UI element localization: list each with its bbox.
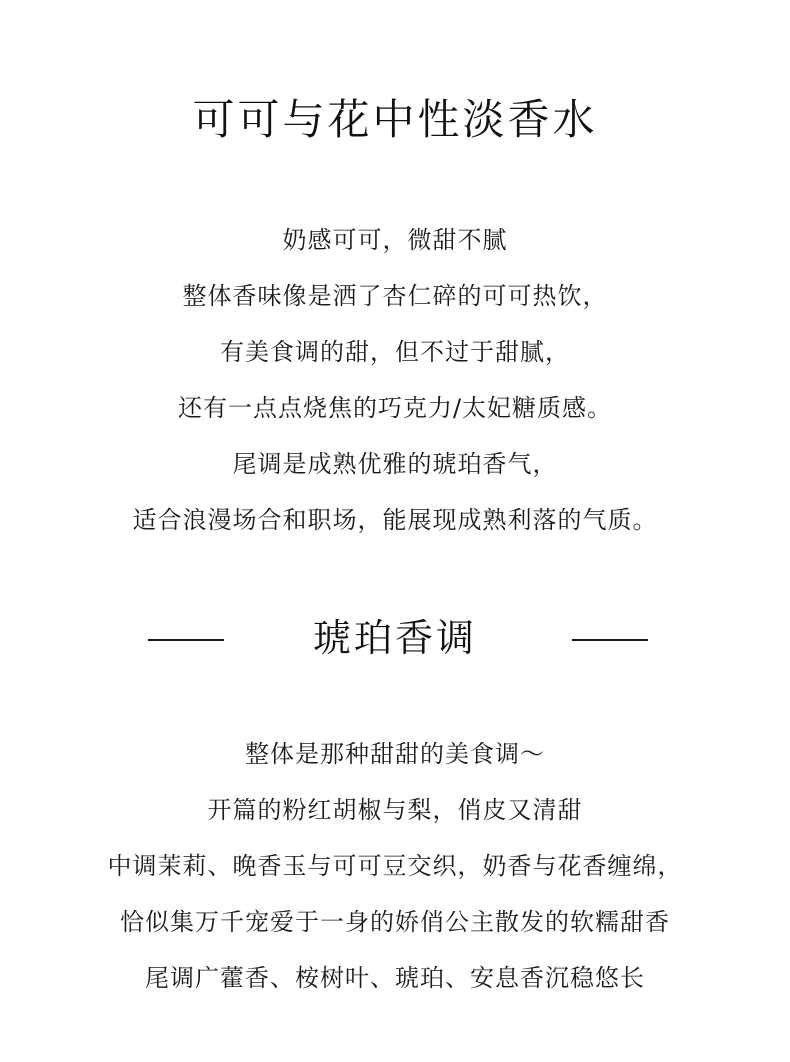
- section-divider-right: [572, 639, 648, 641]
- section-line: 整体是那种甜甜的美食调～: [245, 740, 545, 768]
- section-line: 恰似集万千宠爱于一身的娇俏公主散发的软糯甜香: [120, 908, 670, 936]
- section-line: 中调茉莉、晚香玉与可可豆交织，奶香与花香缠绵，: [107, 852, 683, 880]
- section-title: 琥珀香调: [312, 616, 477, 660]
- intro-line: 整体香味像是洒了杏仁碎的可可热饮，: [182, 282, 608, 310]
- intro-line: 适合浪漫场合和职场，能展现成熟利落的气质。: [132, 506, 658, 534]
- intro-paragraph: [0, 220, 790, 556]
- intro-line: 有美食调的甜，但不过于甜腻，: [220, 338, 570, 366]
- section-line: 开篇的粉红胡椒与梨，俏皮又清甜: [207, 796, 583, 824]
- intro-line: 尾调是成熟优雅的琥珀香气，: [232, 450, 558, 478]
- section-header: [0, 608, 790, 668]
- intro-line: 奶感可可，微甜不腻: [282, 226, 508, 254]
- section-line: 尾调广藿香、桉树叶、琥珀、安息香沉稳悠长: [145, 964, 645, 992]
- section-paragraph: [0, 734, 790, 1014]
- page-title: 可可与花中性淡香水: [192, 95, 598, 144]
- intro-line: 还有一点点烧焦的巧克力/太妃糖质感。: [177, 394, 613, 422]
